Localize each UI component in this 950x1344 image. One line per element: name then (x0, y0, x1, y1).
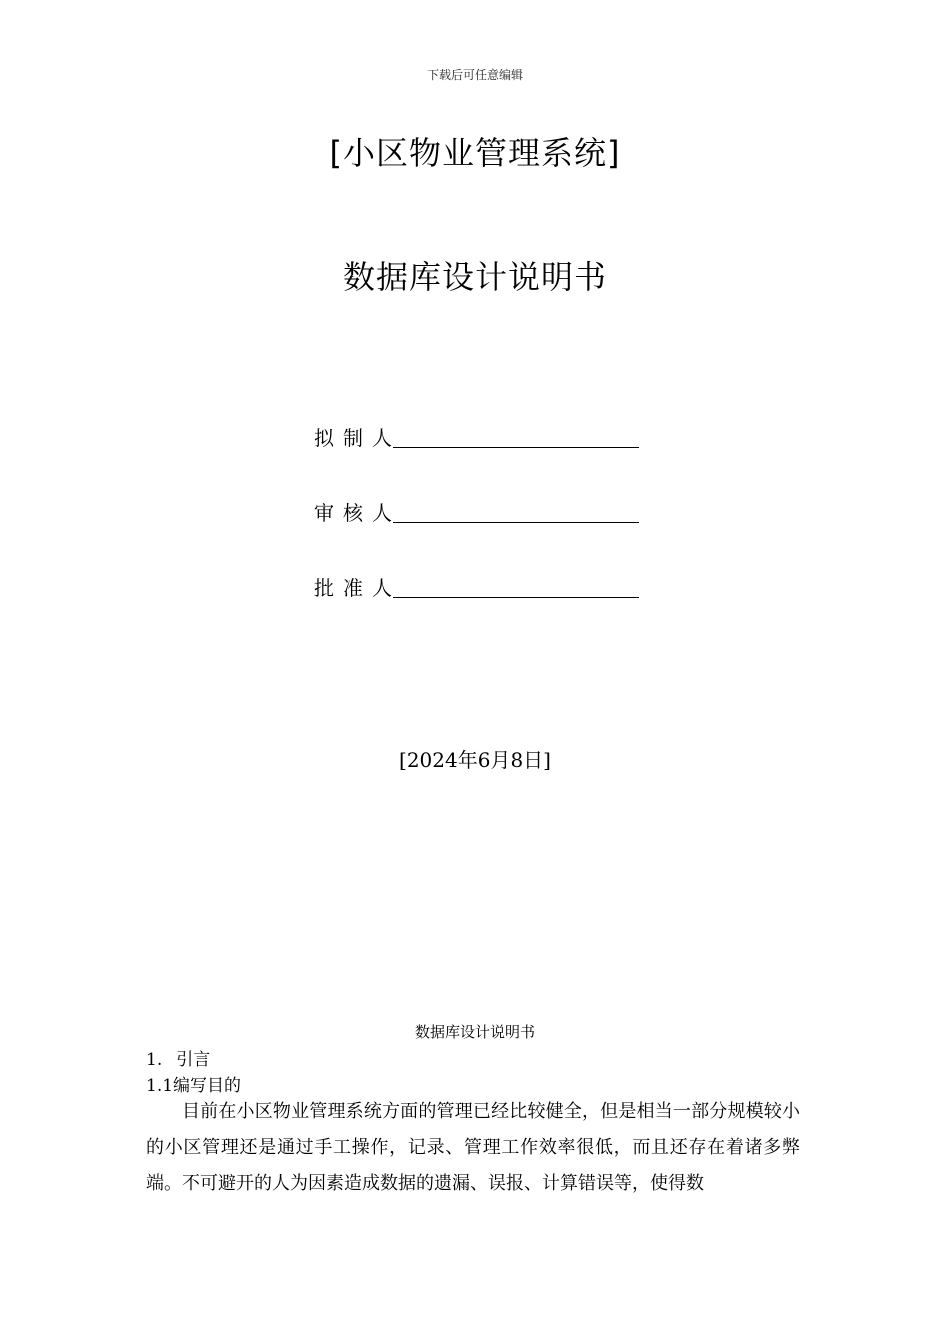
signature-drafter (314, 422, 639, 451)
signature-approver (314, 572, 639, 601)
signature-label-reviewer: 审核人 (314, 501, 401, 525)
document-date: [2024年6月8日] (399, 748, 551, 772)
signature-blank-reviewer (393, 502, 639, 523)
signature-blank-drafter (393, 427, 639, 448)
body-title: 数据库设计说明书 (414, 1023, 535, 1041)
body-paragraph: 目前在小区物业管理系统方面的管理已经比较健全，但是相当一部分规模较小的小区管理还是通过手工操作，记录、管理工作效率很低，而且还存在着诸多弊端。不可避开的人为因素造成数据的遗漏、误报、计算错误等，使得数 (146, 1101, 800, 1194)
section-heading-1 (146, 1045, 210, 1070)
header-note: 下载后可任意编辑 (426, 68, 523, 82)
signature-reviewer (314, 497, 639, 526)
system-title: [小区物业管理系统] (329, 134, 621, 172)
document-title: 数据库设计说明书 (342, 258, 607, 296)
section-number: 1. (146, 1050, 163, 1070)
signature-blank-approver (393, 577, 639, 598)
section-heading-1-1: 1.1编写目的 (146, 1076, 242, 1096)
signature-label-approver: 批准人 (314, 576, 401, 600)
section-title: 引言 (176, 1050, 211, 1070)
signature-label-drafter: 拟制人 (314, 426, 401, 450)
